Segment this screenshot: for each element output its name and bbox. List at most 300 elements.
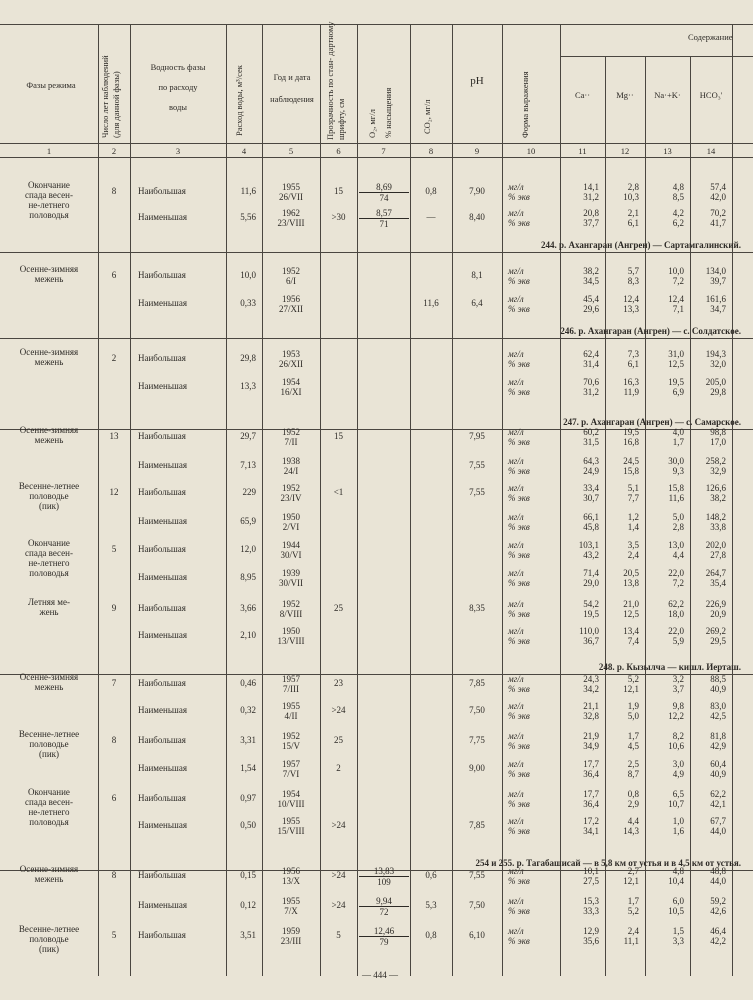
ion-pct-value: 10,5	[668, 906, 684, 916]
ion-mg-value: 134,0	[705, 266, 726, 276]
ion-pct-value: 9,3	[672, 466, 684, 476]
column-number: 5	[288, 146, 294, 156]
ph-value: 7,90	[469, 186, 485, 196]
unit-pct-eq: % экв	[508, 437, 530, 447]
column-divider	[410, 24, 411, 976]
column-number: 6	[336, 146, 341, 156]
ph-value: 7,50	[469, 900, 485, 910]
header-content: Содержание	[688, 32, 733, 42]
ion-pct-value: 11,9	[623, 387, 639, 397]
water-regime: Наименьшая	[138, 763, 187, 773]
station-rule	[0, 338, 753, 339]
ph-value: 6,10	[469, 930, 485, 940]
ion-pct-value: 40,9	[710, 769, 726, 779]
phase-name: Весенне-летнее	[18, 924, 80, 934]
o2-value: 9,94	[359, 896, 409, 907]
years-observed: 9	[111, 603, 117, 613]
ion-pct-value: 6,2	[672, 218, 684, 228]
ph-value: 7,55	[469, 870, 485, 880]
unit-mg-l: мг/л	[508, 816, 524, 826]
ion-mg-value: 67,7	[710, 816, 726, 826]
water-regime: Наименьшая	[138, 212, 187, 222]
ion-pct-value: 20,9	[710, 609, 726, 619]
discharge-value: 3,66	[240, 603, 256, 613]
phase-name: межень	[34, 435, 64, 445]
ion-mg-value: 3,5	[627, 540, 639, 550]
header-o2: О₂, мг/л	[367, 109, 377, 138]
unit-pct-eq: % экв	[508, 550, 530, 560]
ion-mg-value: 70,2	[710, 208, 726, 218]
ion-pct-value: 11,6	[668, 493, 684, 503]
ion-mg-value: 13,4	[623, 626, 639, 636]
ion-pct-value: 45,8	[583, 522, 599, 532]
column-number-rule	[0, 157, 753, 158]
years-observed: 8	[111, 735, 117, 745]
discharge-value: 8,95	[240, 572, 256, 582]
ion-mg-value: 1,0	[672, 816, 684, 826]
discharge-value: 29,8	[240, 353, 256, 363]
ion-mg-value: 10,0	[668, 266, 684, 276]
ion-pct-value: 42,0	[710, 192, 726, 202]
unit-mg-l: мг/л	[508, 208, 524, 218]
station-rule	[0, 674, 753, 675]
unit-mg-l: мг/л	[508, 540, 524, 550]
phase-name: межень	[34, 682, 64, 692]
ion-pct-value: 44,0	[710, 826, 726, 836]
column-divider	[502, 24, 503, 976]
phase-name: спада весен-	[25, 797, 73, 807]
observation-year: 1954	[282, 377, 300, 387]
unit-pct-eq: % экв	[508, 192, 530, 202]
transparency-value: >30	[331, 212, 346, 222]
years-observed: 6	[111, 270, 117, 280]
ion-mg-value: 4,2	[672, 208, 684, 218]
ion-mg-value: 38,2	[583, 266, 599, 276]
water-regime: Наименьшая	[138, 298, 187, 308]
o2-value: 8,57	[359, 208, 409, 219]
ion-mg-value: 64,3	[583, 456, 599, 466]
ph-value: 8,1	[471, 270, 483, 280]
header-ion-0: Ca··	[574, 90, 591, 100]
phase-name: Осенне-зимняя	[19, 864, 79, 874]
transparency-value: 2	[336, 763, 341, 773]
ion-pct-value: 18,0	[668, 609, 684, 619]
ion-pct-value: 2,9	[627, 799, 639, 809]
observation-date: 7/VI	[282, 769, 300, 779]
ion-pct-value: 7,1	[672, 304, 684, 314]
ion-pct-value: 43,2	[583, 550, 599, 560]
ion-pct-value: 41,7	[710, 218, 726, 228]
ion-pct-value: 6,9	[672, 387, 684, 397]
ph-value: 9,00	[469, 763, 485, 773]
years-observed: 13	[109, 431, 119, 441]
station-title: 246. р. Ахангаран (Ангрен) — с. Солдатское.	[560, 326, 741, 336]
ion-mg-value: 2,5	[627, 759, 639, 769]
station-title: 254 и 255. р. Тагабашисай — в 5,8 км от устья и в 4,5 км от устья.	[475, 858, 741, 868]
observation-year: 1952	[282, 266, 300, 276]
phase-name: Летняя ме-	[27, 597, 70, 607]
column-number: 1	[46, 146, 52, 156]
ion-pct-value: 1,4	[627, 522, 639, 532]
observation-date: 7/II	[284, 437, 298, 447]
discharge-value: 0,15	[240, 870, 256, 880]
column-divider	[98, 24, 99, 976]
discharge-value: 3,31	[240, 735, 256, 745]
observation-date: 30/VII	[279, 578, 303, 588]
header-water-regime: воды	[169, 102, 187, 112]
ion-mg-value: 3,0	[672, 759, 684, 769]
ph-value: 6,4	[471, 298, 483, 308]
co2-value: 5,3	[425, 900, 437, 910]
ion-mg-value: 2,1	[627, 208, 639, 218]
ion-mg-value: 88,5	[710, 674, 726, 684]
o2-saturation: 109	[377, 877, 391, 887]
discharge-value: 0,46	[240, 678, 256, 688]
ion-mg-value: 202,0	[705, 540, 726, 550]
ion-pct-value: 40,9	[710, 684, 726, 694]
observation-date: 23/IV	[280, 493, 302, 503]
header-transparency: Прозрачность по стан- дартному	[325, 21, 335, 140]
ion-mg-value: 14,1	[583, 182, 599, 192]
ph-value: 8,40	[469, 212, 485, 222]
transparency-value: 5	[336, 930, 341, 940]
header-bottom-rule	[0, 143, 753, 144]
transparency-value: >24	[331, 820, 346, 830]
ion-pct-value: 42,2	[710, 936, 726, 946]
ion-pct-value: 34,2	[583, 684, 599, 694]
unit-pct-eq: % экв	[508, 387, 530, 397]
unit-pct-eq: % экв	[508, 636, 530, 646]
discharge-value: 7,13	[240, 460, 256, 470]
content-subheader-rule	[560, 56, 753, 57]
ion-mg-value: 4,0	[672, 427, 684, 437]
ion-pct-value: 12,1	[623, 684, 639, 694]
o2-fraction	[359, 926, 409, 947]
o2-value: 8,69	[359, 182, 409, 193]
co2-value: —	[426, 212, 436, 222]
co2-value: 0,8	[425, 186, 437, 196]
ion-pct-value: 13,3	[623, 304, 639, 314]
ion-mg-value: 24,5	[623, 456, 639, 466]
ion-mg-value: 81,8	[710, 731, 726, 741]
ph-value: 7,50	[469, 705, 485, 715]
ion-mg-value: 264,7	[705, 568, 726, 578]
column-number: 14	[706, 146, 716, 156]
o2-fraction	[359, 896, 409, 917]
years-observed: 6	[111, 793, 117, 803]
ion-pct-value: 34,5	[583, 276, 599, 286]
co2-value: 0,8	[425, 930, 437, 940]
discharge-value: 0,50	[240, 820, 256, 830]
observation-year: 1953	[282, 349, 300, 359]
ion-mg-value: 17,2	[583, 816, 599, 826]
ion-mg-value: 15,3	[583, 896, 599, 906]
water-regime: Наибольшая	[138, 678, 186, 688]
observation-date: 8/VIII	[279, 609, 303, 619]
ion-pct-value: 31,4	[583, 359, 599, 369]
ion-pct-value: 36,7	[583, 636, 599, 646]
observation-date: 13/VIII	[277, 636, 305, 646]
years-observed: 2	[111, 353, 117, 363]
column-number: 3	[175, 146, 181, 156]
transparency-value: >24	[331, 870, 346, 880]
ion-pct-value: 42,6	[710, 906, 726, 916]
ion-mg-value: 17,7	[583, 759, 599, 769]
observation-date: 30/VI	[280, 550, 302, 560]
co2-value: 11,6	[423, 298, 439, 308]
ion-pct-value: 29,0	[583, 578, 599, 588]
ion-mg-value: 12,9	[583, 926, 599, 936]
observation-year: 1952	[282, 731, 300, 741]
years-observed: 5	[111, 544, 117, 554]
ion-pct-value: 44,0	[710, 876, 726, 886]
ion-pct-value: 33,3	[583, 906, 599, 916]
observation-year: 1950	[282, 512, 300, 522]
station-title: 244. р. Ахангаран (Ангрен) — Сартамгалинский.	[541, 240, 741, 250]
ion-mg-value: 57,4	[710, 182, 726, 192]
header-ion-1: Mg··	[616, 90, 634, 100]
discharge-value: 3,51	[240, 930, 256, 940]
ion-pct-value: 7,7	[627, 493, 639, 503]
transparency-value: <1	[333, 487, 344, 497]
ion-pct-value: 14,3	[623, 826, 639, 836]
ion-pct-value: 29,5	[710, 636, 726, 646]
header-ph: pH	[470, 75, 484, 87]
observation-year: 1938	[282, 456, 300, 466]
unit-mg-l: мг/л	[508, 427, 524, 437]
discharge-value: 13,3	[240, 381, 256, 391]
ion-mg-value: 2,4	[627, 926, 639, 936]
header-ion-2: Na·+K·	[654, 90, 681, 100]
observation-year: 1952	[282, 599, 300, 609]
observation-year: 1955	[282, 701, 300, 711]
ion-mg-value: 59,2	[710, 896, 726, 906]
o2-fraction	[359, 866, 409, 887]
ion-mg-value: 10,1	[583, 866, 599, 876]
unit-mg-l: мг/л	[508, 674, 524, 684]
ion-pct-value: 19,5	[583, 609, 599, 619]
ion-mg-value: 13,0	[668, 540, 684, 550]
unit-mg-l: мг/л	[508, 731, 524, 741]
column-divider	[226, 24, 227, 976]
observation-date: 26/XII	[279, 359, 303, 369]
ion-mg-value: 9,8	[672, 701, 684, 711]
observation-year: 1957	[282, 759, 300, 769]
ion-pct-value: 32,0	[710, 359, 726, 369]
o2-value: 12,46	[359, 926, 409, 937]
column-number: 7	[381, 146, 386, 156]
header-years-observed: Число лет наблюдений	[100, 55, 110, 138]
unit-pct-eq: % экв	[508, 741, 530, 751]
years-observed: 8	[111, 870, 117, 880]
ion-pct-value: 34,7	[710, 304, 726, 314]
phase-name: Осенне-зимняя	[19, 347, 79, 357]
observation-date: 24/I	[283, 466, 299, 476]
discharge-value: 229	[242, 487, 256, 497]
water-regime: Наибольшая	[138, 431, 186, 441]
ion-pct-value: 6,1	[627, 218, 639, 228]
ion-pct-value: 42,1	[710, 799, 726, 809]
observation-date: 6/I	[286, 276, 296, 286]
ion-mg-value: 19,5	[623, 427, 639, 437]
ion-mg-value: 15,8	[668, 483, 684, 493]
discharge-value: 5,56	[240, 212, 256, 222]
years-observed: 8	[111, 186, 117, 196]
ion-mg-value: 60,4	[710, 759, 726, 769]
column-number: 12	[620, 146, 630, 156]
ion-pct-value: 7,4	[627, 636, 639, 646]
phase-name: половодье	[29, 934, 69, 944]
phase-name: Осенне-зимняя	[19, 425, 79, 435]
ion-mg-value: 110,0	[579, 626, 599, 636]
transparency-value: >24	[331, 705, 346, 715]
ion-mg-value: 62,2	[710, 789, 726, 799]
observation-date: 7/X	[284, 906, 298, 916]
ion-pct-value: 31,2	[583, 387, 599, 397]
transparency-value: >24	[331, 900, 346, 910]
discharge-value: 10,0	[240, 270, 256, 280]
observation-date: 2/VI	[282, 522, 300, 532]
water-regime: Наибольшая	[138, 487, 186, 497]
observation-year: 1944	[282, 540, 300, 550]
column-number: 9	[474, 146, 480, 156]
ph-value: 7,55	[469, 460, 485, 470]
ion-mg-value: 45,4	[583, 294, 599, 304]
ion-mg-value: 62,2	[668, 599, 684, 609]
unit-pct-eq: % экв	[508, 826, 530, 836]
ion-mg-value: 5,0	[672, 512, 684, 522]
unit-mg-l: мг/л	[508, 759, 524, 769]
ion-mg-value: 1,2	[627, 512, 639, 522]
phase-name: половодья	[29, 568, 69, 578]
ion-mg-value: 6,5	[672, 789, 684, 799]
water-regime: Наибольшая	[138, 793, 186, 803]
ion-pct-value: 36,4	[583, 799, 599, 809]
o2-value: 13,83	[359, 866, 409, 877]
unit-mg-l: мг/л	[508, 789, 524, 799]
o2-fraction	[359, 182, 409, 203]
water-regime: Наименьшая	[138, 572, 187, 582]
ion-mg-value: 48,8	[710, 866, 726, 876]
phase-name: не-летнего	[28, 558, 70, 568]
observation-year: 1959	[282, 926, 300, 936]
column-number: 2	[111, 146, 117, 156]
ion-mg-value: 22,0	[668, 626, 684, 636]
ion-mg-value: 66,1	[583, 512, 599, 522]
ion-pct-value: 24,9	[583, 466, 599, 476]
ion-mg-value: 21,9	[583, 731, 599, 741]
ion-mg-value: 0,8	[627, 789, 639, 799]
ion-pct-value: 36,4	[583, 769, 599, 779]
water-regime: Наименьшая	[138, 900, 187, 910]
ion-mg-value: 1,5	[672, 926, 684, 936]
unit-pct-eq: % экв	[508, 876, 530, 886]
observation-date: 13/X	[282, 876, 300, 886]
years-observed: 12	[109, 487, 119, 497]
water-regime: Наибольшая	[138, 603, 186, 613]
ion-pct-value: 1,6	[672, 826, 684, 836]
observation-year: 1955	[282, 896, 300, 906]
ion-mg-value: 83,0	[710, 701, 726, 711]
observation-year: 1952	[282, 483, 300, 493]
ion-pct-value: 32,8	[583, 711, 599, 721]
unit-mg-l: мг/л	[508, 866, 524, 876]
ion-pct-value: 10,3	[623, 192, 639, 202]
unit-mg-l: мг/л	[508, 456, 524, 466]
observation-date: 23/VIII	[277, 218, 305, 228]
discharge-value: 2,10	[240, 630, 256, 640]
ph-value: 7,75	[469, 735, 485, 745]
ion-mg-value: 33,4	[583, 483, 599, 493]
unit-mg-l: мг/л	[508, 568, 524, 578]
station-title: 248. р. Кызылча — кишл. Иерташ.	[598, 662, 741, 672]
ion-mg-value: 269,2	[705, 626, 726, 636]
water-regime: Наименьшая	[138, 820, 187, 830]
ion-mg-value: 22,0	[668, 568, 684, 578]
observation-date: 7/III	[283, 684, 299, 694]
unit-mg-l: мг/л	[508, 349, 524, 359]
header-years-observed-note: (для данной фазы)	[111, 71, 121, 138]
unit-pct-eq: % экв	[508, 359, 530, 369]
unit-mg-l: мг/л	[508, 266, 524, 276]
phase-name: Окончание	[28, 787, 70, 797]
header-year-date: наблюдения	[270, 94, 314, 104]
ion-mg-value: 20,5	[623, 568, 639, 578]
ion-pct-value: 8,5	[672, 192, 684, 202]
water-regime: Наибольшая	[138, 930, 186, 940]
unit-pct-eq: % экв	[508, 684, 530, 694]
water-regime: Наименьшая	[138, 516, 187, 526]
observation-date: 23/III	[280, 936, 302, 946]
ion-pct-value: 31,5	[583, 437, 599, 447]
observation-date: 10/VIII	[277, 799, 305, 809]
ion-pct-value: 27,5	[583, 876, 599, 886]
unit-pct-eq: % экв	[508, 466, 530, 476]
phase-name: межень	[34, 357, 64, 367]
column-number: 10	[526, 146, 536, 156]
observation-year: 1956	[282, 866, 300, 876]
water-regime: Наибольшая	[138, 544, 186, 554]
transparency-value: 23	[334, 678, 343, 688]
unit-pct-eq: % экв	[508, 609, 530, 619]
phase-name: межень	[34, 274, 64, 284]
unit-pct-eq: % экв	[508, 276, 530, 286]
ion-mg-value: 258,2	[705, 456, 726, 466]
header-ion-3: HCO₃'	[699, 90, 723, 100]
header-o2-saturation: % насыщения	[383, 87, 393, 138]
ion-pct-value: 34,1	[583, 826, 599, 836]
ion-pct-value: 42,5	[710, 711, 726, 721]
ion-pct-value: 3,3	[672, 936, 684, 946]
discharge-value: 0,12	[240, 900, 256, 910]
ion-pct-value: 38,2	[710, 493, 726, 503]
ion-pct-value: 16,8	[623, 437, 639, 447]
ion-mg-value: 5,2	[627, 674, 639, 684]
unit-pct-eq: % экв	[508, 769, 530, 779]
ion-pct-value: 34,9	[583, 741, 599, 751]
years-observed: 7	[111, 678, 117, 688]
ion-mg-value: 12,4	[668, 294, 684, 304]
ion-pct-value: 29,8	[710, 387, 726, 397]
ion-mg-value: 194,3	[705, 349, 726, 359]
unit-mg-l: мг/л	[508, 626, 524, 636]
unit-pct-eq: % экв	[508, 522, 530, 532]
header-year-date: Год и дата	[273, 72, 311, 82]
phase-name: межень	[34, 874, 64, 884]
ion-mg-value: 20,8	[583, 208, 599, 218]
discharge-value: 12,0	[240, 544, 256, 554]
transparency-value: 25	[334, 735, 343, 745]
